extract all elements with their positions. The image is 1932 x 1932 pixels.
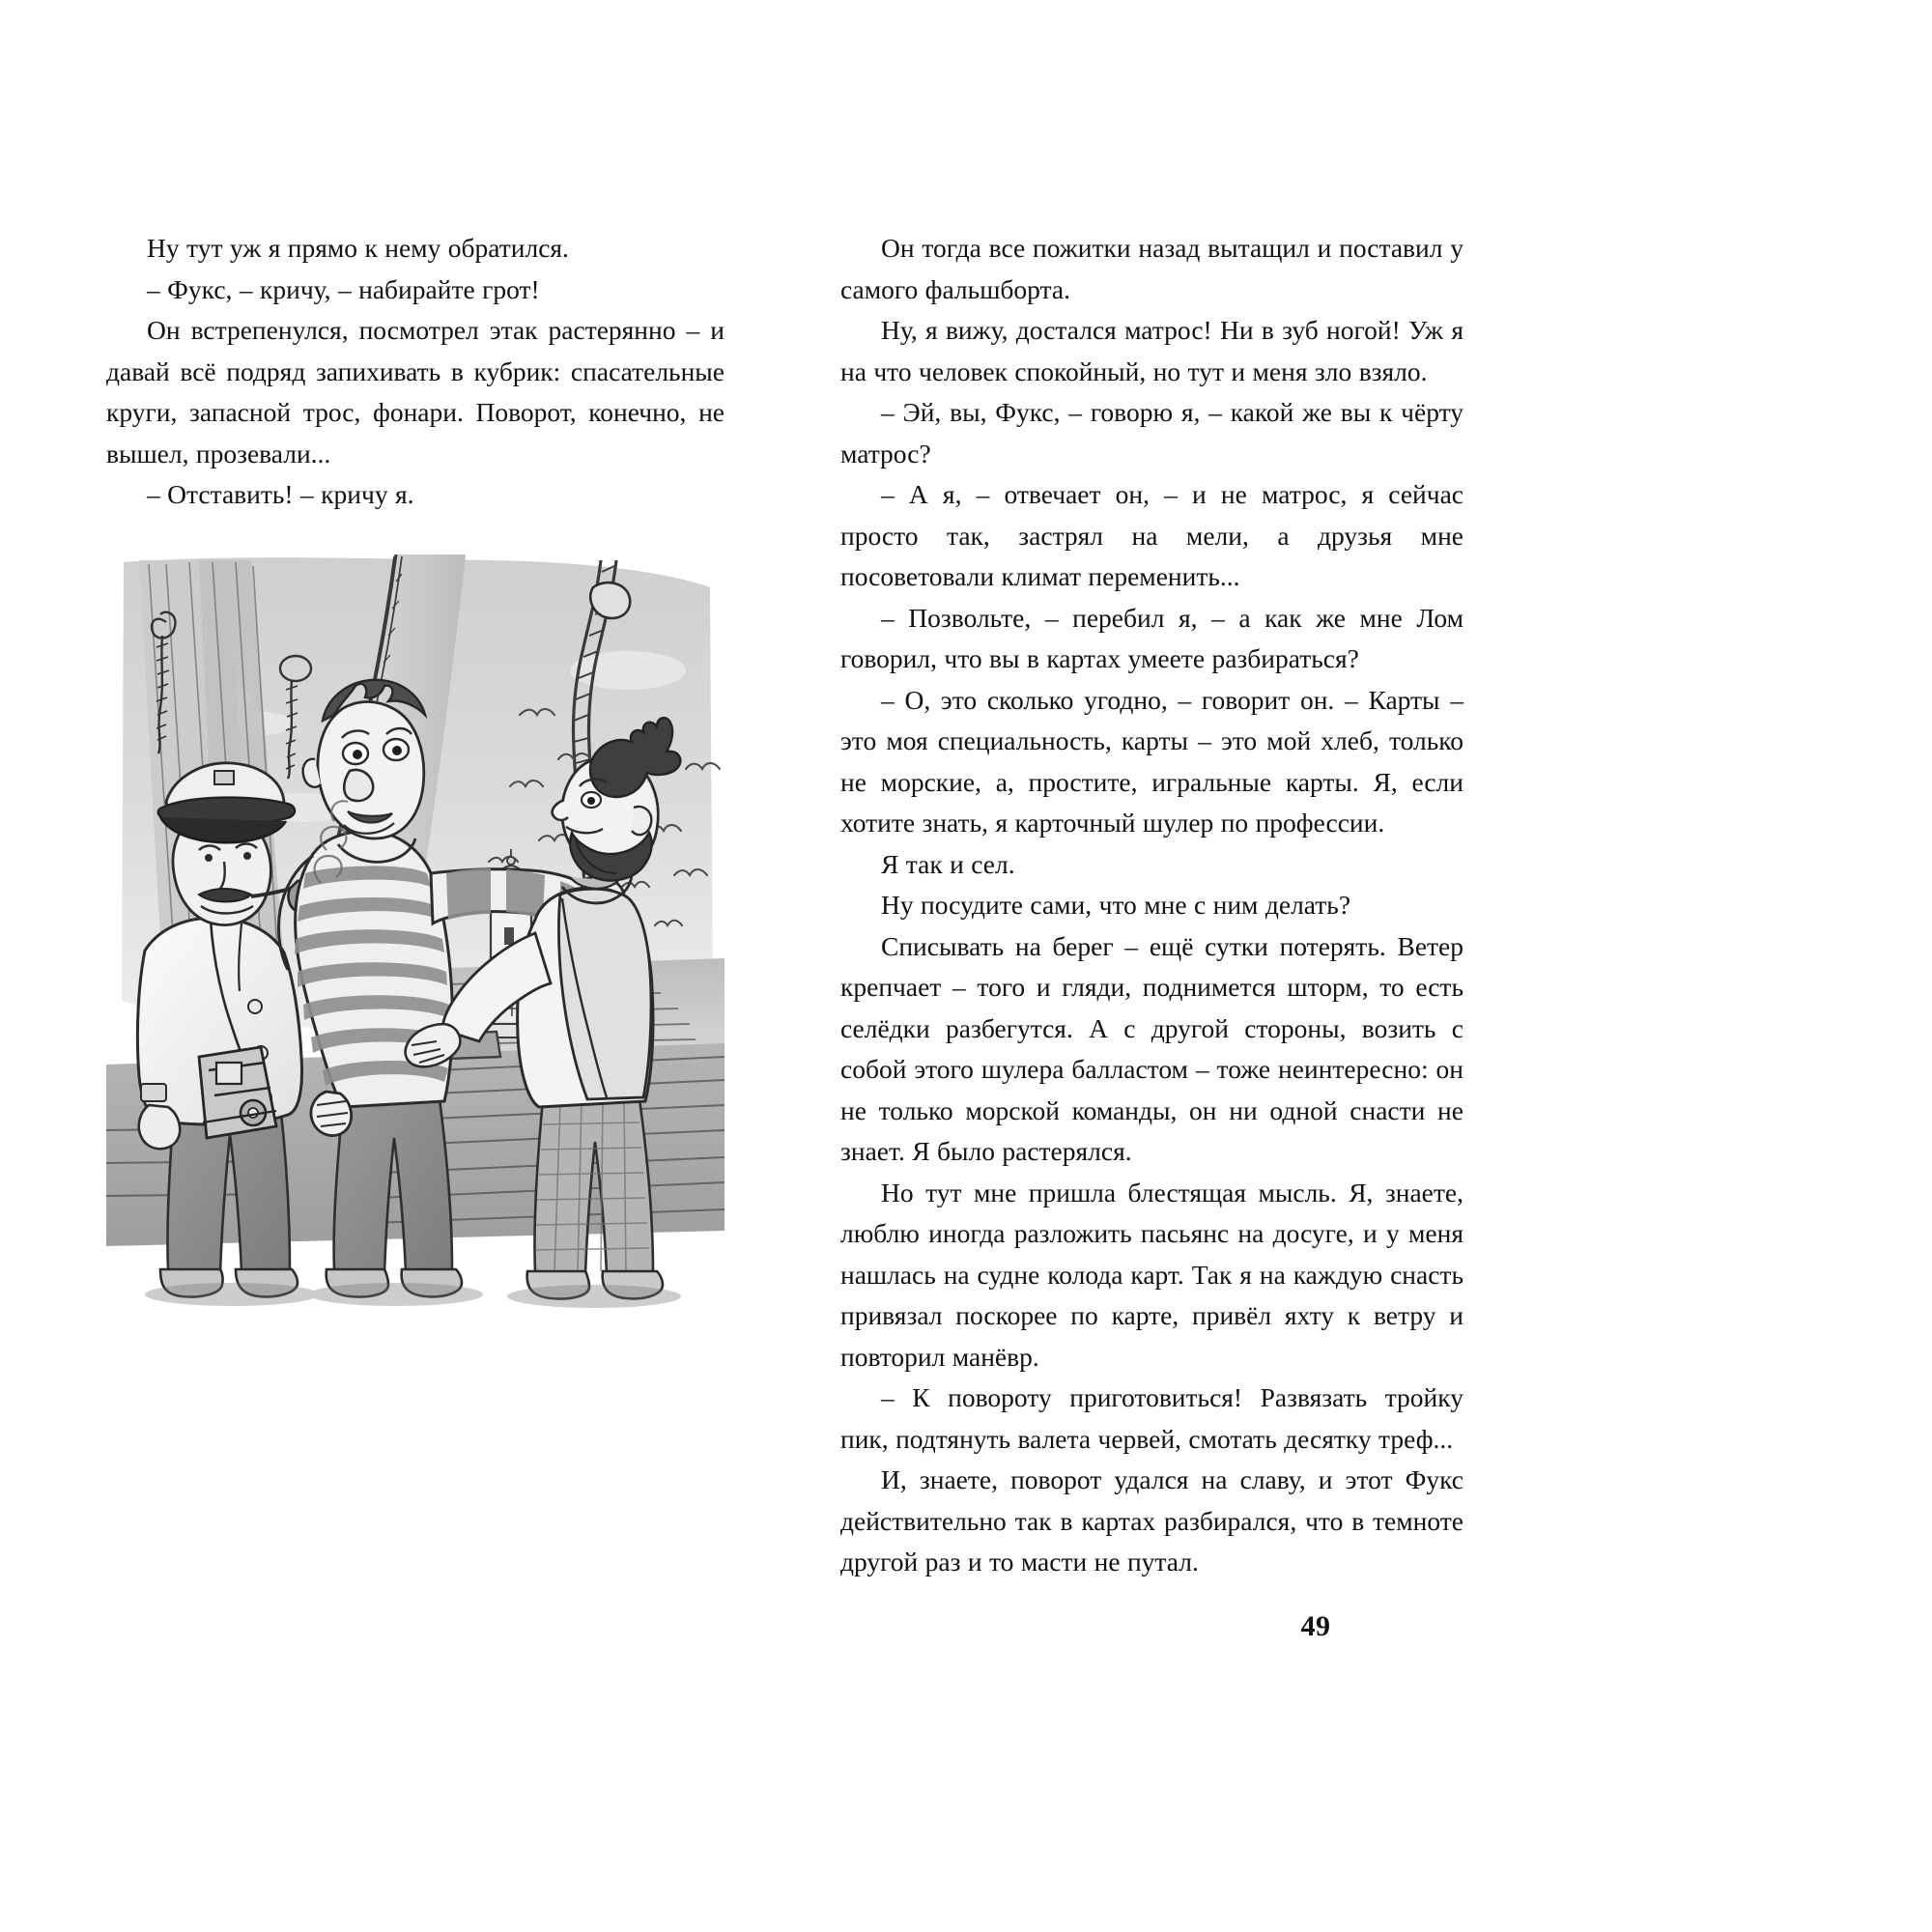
- paragraph: Ну, я вижу, достался матрос! Ни в зуб ногой! Уж я на что человек спокойный, но тут и меня зло взяло.: [840, 315, 1463, 386]
- paragraph: – Фукс, – кричу, – набирайте грот!: [147, 273, 540, 304]
- paragraph: Списывать на берег – ещё сутки потерять. Ветер крепчает – того и гляди, поднимется шторм, то есть селёдки разбегутся. А с другой стороны, возить с собой этого шулера балластом – тоже неинтересно: он не только морской команды, он ни одной снасти не знает. Я было растерялся.: [840, 930, 1463, 1166]
- ground-shadow: [145, 1283, 681, 1308]
- page-number: 49: [1300, 1610, 1331, 1642]
- left-column: [106, 228, 724, 1583]
- paragraph: – О, это сколько угодно, – говорит он. – Карты – это моя специальность, карты – это мой хлеб, только не морские, а, простите, игральные карты. Я, если хотите знать, я карточный шулер по профессии.: [840, 684, 1463, 838]
- paragraph: Ну посудите сами, что мне с ним делать?: [881, 890, 1351, 920]
- two-column-spread: [106, 228, 1613, 1583]
- illustration: [106, 554, 724, 1327]
- sextant: [199, 1047, 276, 1138]
- paragraph: – Эй, вы, Фукс, – говорю я, – какой же вы к чёрту матрос?: [840, 397, 1463, 469]
- right-column: [840, 228, 1463, 1583]
- paragraph: – К повороту приготовиться! Развязать тройку пик, подтянуть валета червей, смотать десятку треф...: [840, 1382, 1463, 1454]
- paragraph: Он встрепенулся, посмотрел этак растерянно – и давай всё подряд запихивать в кубрик: спасательные круги, запасной трос, фонари. Поворот, конечно, не вышел, прозевали...: [106, 315, 724, 469]
- paragraph: Я так и сел.: [881, 848, 1015, 879]
- paragraph: – А я, – отвечает он, – и не матрос, я сейчас просто так, застрял на мели, а друзья мне посоветовали климат переменить...: [840, 479, 1463, 591]
- paragraph: – Позвольте, – перебил я, – а как же мне Лом говорил, что вы в картах умеете разбираться?: [840, 602, 1463, 673]
- paragraph: И, знаете, поворот удался на славу, и этот Фукс действительно так в картах разбирался, что в темноте другой раз и то масти не путал.: [840, 1464, 1463, 1577]
- paragraph: Но тут мне пришла блестящая мысль. Я, знаете, люблю иногда разложить пасьянс на досуге, и у меня нашлась на судне колода карт. Так я на каждую снасть привязал поскорее по карте, привёл яхту к ветру и повторил манёвр.: [840, 1177, 1463, 1372]
- paragraph: – Отставить! – кричу я.: [147, 479, 414, 509]
- paragraph: Ну тут уж я прямо к нему обратился.: [147, 233, 569, 263]
- illustration-artwork: [106, 554, 724, 1327]
- paragraph: Он тогда все пожитки назад вытащил и поставил у самого фальшборта.: [840, 233, 1463, 304]
